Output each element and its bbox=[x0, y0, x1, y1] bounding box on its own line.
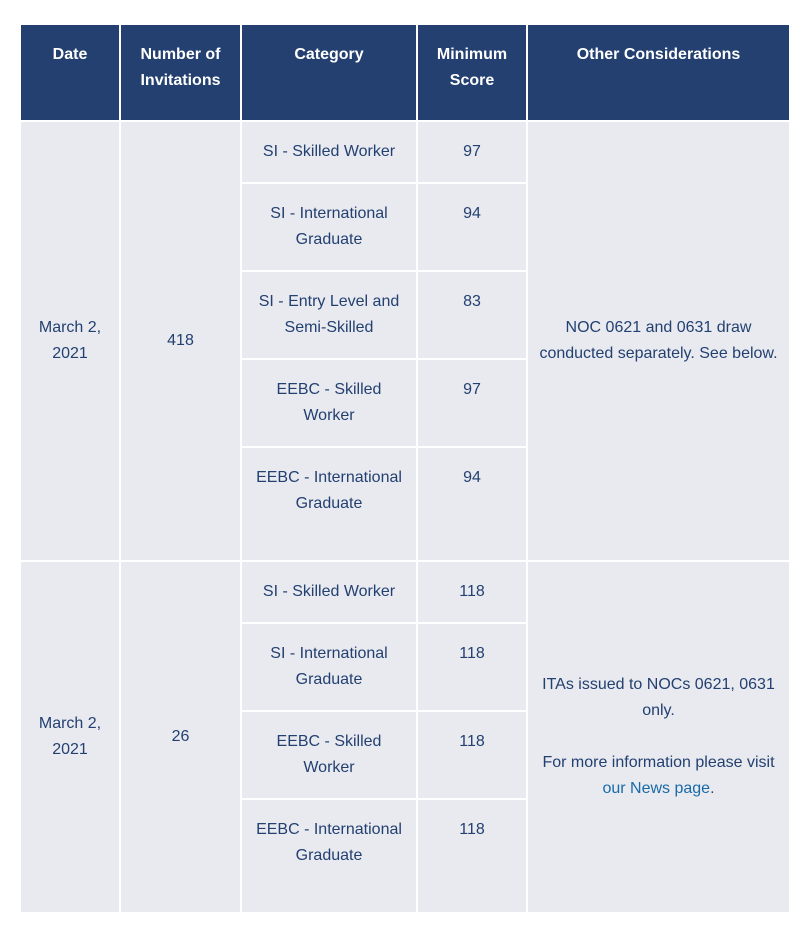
category-cell: EEBC - Skilled Worker bbox=[241, 711, 417, 799]
other-considerations-line2: For more information please visit bbox=[542, 754, 775, 771]
header-category: Category bbox=[241, 25, 417, 121]
draw-date-cell: March 2, 2021 bbox=[21, 561, 120, 913]
score-cell: 118 bbox=[417, 711, 527, 799]
score-cell: 97 bbox=[417, 359, 527, 447]
category-cell: SI - Skilled Worker bbox=[241, 561, 417, 623]
other-considerations-cell: NOC 0621 and 0631 draw conducted separately. See below. bbox=[527, 121, 789, 561]
category-cell: SI - Skilled Worker bbox=[241, 121, 417, 183]
score-cell: 94 bbox=[417, 447, 527, 561]
draw-results-table-wrapper bbox=[21, 25, 789, 914]
category-cell: EEBC - International Graduate bbox=[241, 799, 417, 913]
other-considerations-suffix: . bbox=[710, 780, 715, 797]
header-date: Date bbox=[21, 25, 120, 121]
score-cell: 118 bbox=[417, 799, 527, 913]
header-minimum-score: Minimum Score bbox=[417, 25, 527, 121]
score-cell: 97 bbox=[417, 121, 527, 183]
category-cell: EEBC - International Graduate bbox=[241, 447, 417, 561]
table-row bbox=[21, 121, 789, 183]
news-page-link[interactable]: our News page bbox=[602, 780, 711, 797]
other-considerations-line1: ITAs issued to NOCs 0621, 0631 only. bbox=[542, 676, 775, 719]
header-other-considerations: Other Considerations bbox=[527, 25, 789, 121]
other-considerations-cell bbox=[527, 561, 789, 913]
invitations-cell: 418 bbox=[120, 121, 241, 561]
table-row bbox=[21, 561, 789, 623]
score-cell: 94 bbox=[417, 183, 527, 271]
table-header-row bbox=[21, 25, 789, 121]
score-cell: 118 bbox=[417, 623, 527, 711]
category-cell: EEBC - Skilled Worker bbox=[241, 359, 417, 447]
score-cell: 83 bbox=[417, 271, 527, 359]
category-cell: SI - International Graduate bbox=[241, 183, 417, 271]
draw-date-cell: March 2, 2021 bbox=[21, 121, 120, 561]
invitations-cell: 26 bbox=[120, 561, 241, 913]
category-cell: SI - Entry Level and Semi-Skilled bbox=[241, 271, 417, 359]
category-cell: SI - International Graduate bbox=[241, 623, 417, 711]
header-invitations: Number of Invitations bbox=[120, 25, 241, 121]
draw-results-table bbox=[21, 25, 789, 914]
score-cell: 118 bbox=[417, 561, 527, 623]
